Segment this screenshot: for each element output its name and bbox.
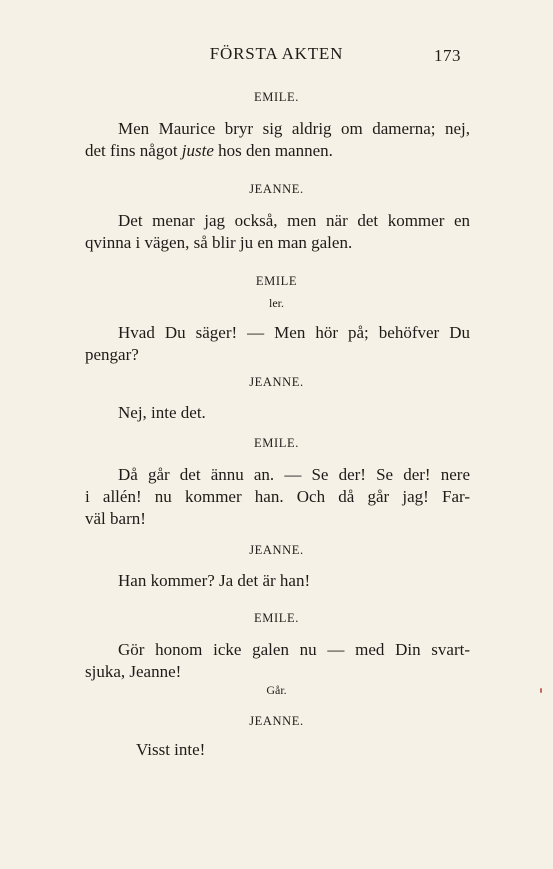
stage-direction: ler.: [269, 296, 284, 310]
speaker-name: JEANNE.: [249, 543, 304, 557]
dialogue-text: hos den mannen.: [213, 141, 333, 160]
dialogue-line: Hvad Du säger! — Men hör på; behöfver Du: [118, 323, 470, 342]
dialogue-line: Men Maurice bryr sig aldrig om damerna; nej,: [118, 119, 470, 138]
dialogue-line: qvinna i vägen, så blir ju en man galen.: [85, 233, 353, 252]
speaker-name: EMILE.: [254, 611, 299, 625]
dialogue-line: Det menar jag också, men när det kommer en: [118, 211, 470, 230]
dialogue-line: väl barn!: [85, 509, 146, 528]
speaker-name: EMILE.: [254, 90, 299, 104]
dialogue-line: pengar?: [85, 345, 139, 364]
dialogue-line: [85, 141, 333, 161]
dialogue-line: sjuka, Jeanne!: [85, 662, 182, 681]
dialogue-line: Gör honom icke galen nu — med Din svart-: [118, 640, 470, 659]
dialogue-line: Då går det ännu an. — Se der! Se der! nere: [118, 465, 470, 484]
speaker-name: EMILE: [255, 274, 298, 288]
running-header-title: FÖRSTA AKTEN: [209, 44, 344, 63]
speaker-name: EMILE.: [254, 436, 299, 450]
dialogue-line: Han kommer? Ja det är han!: [118, 571, 311, 590]
speaker-name: JEANNE.: [249, 182, 304, 196]
italic-word: juste: [181, 141, 214, 160]
dialogue-line: Nej, inte det.: [118, 403, 206, 422]
page-number: 173: [434, 46, 461, 65]
dialogue-line: Visst inte!: [136, 740, 206, 759]
stage-direction: Går.: [266, 683, 287, 697]
paper-speck: [540, 688, 542, 693]
speaker-name: JEANNE.: [249, 375, 304, 389]
dialogue-line: i allén! nu kommer han. Och då går jag! Far-: [85, 487, 470, 506]
speaker-name: JEANNE.: [249, 714, 304, 728]
dialogue-text: det fins något: [85, 141, 182, 160]
